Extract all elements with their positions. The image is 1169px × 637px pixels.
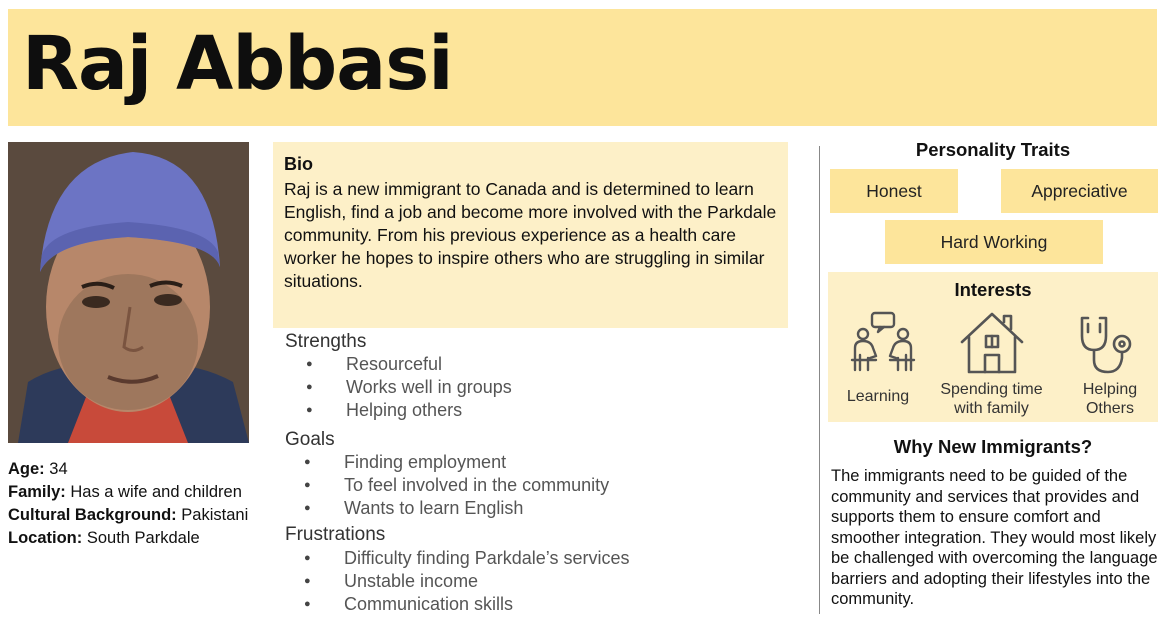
- column-divider: [819, 146, 820, 614]
- frustrations-title: Frustrations: [285, 524, 386, 545]
- interest-label: [1064, 380, 1156, 418]
- goals-title: Goals: [285, 429, 335, 450]
- family-value: Has a wife and children: [70, 483, 242, 501]
- interests-panel: [828, 272, 1158, 422]
- why-text: The immigrants need to be guided of the community and services that provides and supports them to ensure comfort and smoother integration. They would most likely be challenged with overcoming the language barriers and adopting their lifestyles into the community.: [831, 467, 1158, 608]
- location-label: Location:: [8, 529, 83, 547]
- interest-label-line1: Spending time: [940, 381, 1043, 398]
- culture-label: Cultural Background:: [8, 506, 177, 524]
- bio-panel: [273, 142, 788, 328]
- list-item: ● Works well in groups: [303, 376, 512, 399]
- age-row: [8, 458, 258, 481]
- interest-label: Learning: [846, 388, 910, 405]
- age-value: 34: [49, 460, 68, 478]
- trait-tag: Appreciative: [1001, 169, 1158, 213]
- list-item: ● Wants to learn English: [301, 497, 609, 520]
- family-label: Family:: [8, 483, 66, 501]
- frustrations-list: [301, 547, 629, 616]
- strengths-list: [303, 353, 512, 422]
- bio-text: Raj is a new immigrant to Canada and is determined to learn English, find a job and become more involved with the Parkdale community. From his previous experience as a health care worker he hopes to inspire others who are struggling in similar situations.: [284, 179, 777, 291]
- culture-row: [8, 504, 258, 527]
- persona-details: [8, 458, 258, 550]
- goals-list: [301, 451, 609, 520]
- list-item: ● Difficulty finding Parkdale’s services: [301, 547, 629, 570]
- location-row: [8, 527, 258, 550]
- name-banner: [8, 9, 1157, 126]
- trait-tag: Hard Working: [885, 220, 1103, 264]
- trait-tag: Honest: [830, 169, 958, 213]
- family-row: [8, 481, 258, 504]
- list-item: ● Finding employment: [301, 451, 609, 474]
- age-label: Age:: [8, 460, 45, 478]
- interest-label-line2: Others: [1085, 400, 1134, 417]
- list-item: ● To feel involved in the community: [301, 474, 609, 497]
- interest-label-line1: Helping: [1082, 381, 1138, 398]
- strengths-title: Strengths: [285, 331, 367, 352]
- interest-label: [924, 380, 1059, 418]
- interest-label-line2: with family: [954, 400, 1029, 417]
- interests-title: Interests: [954, 279, 1032, 300]
- culture-value: Pakistani: [181, 506, 249, 524]
- stethoscope-icon: [1078, 314, 1138, 376]
- list-item: ● Helping others: [303, 399, 512, 422]
- list-item: ● Resourceful: [303, 353, 512, 376]
- house-icon: [959, 310, 1025, 376]
- bio-title: Bio: [284, 154, 313, 174]
- list-item: ● Unstable income: [301, 570, 629, 593]
- why-title: Why New Immigrants?: [893, 436, 1093, 457]
- personality-title: Personality Traits: [915, 139, 1071, 160]
- location-value: South Parkdale: [86, 529, 200, 547]
- persona-photo: [8, 142, 249, 443]
- persona-name: Raj Abbasi: [22, 21, 453, 107]
- list-item: ● Communication skills: [301, 593, 629, 616]
- learning-icon: [850, 310, 916, 378]
